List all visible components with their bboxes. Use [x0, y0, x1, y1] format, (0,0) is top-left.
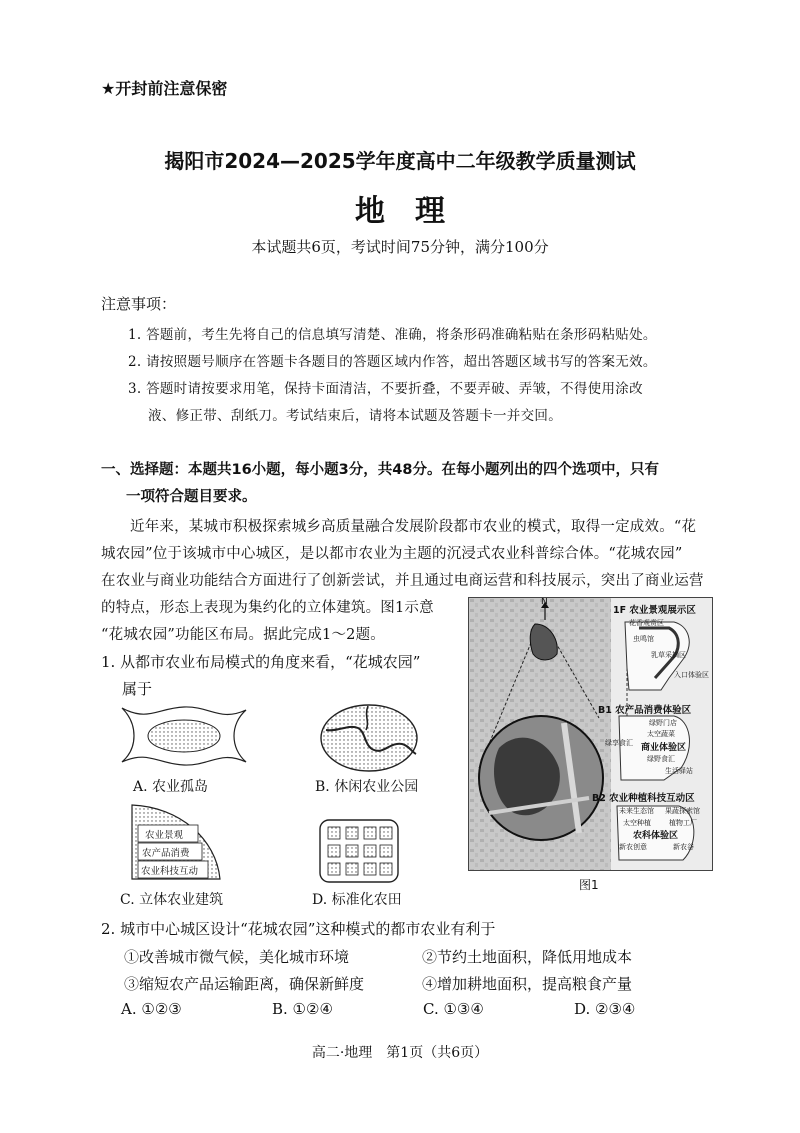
exam-info: 本试题共6页，考试时间75分钟，满分100分 — [251, 238, 549, 256]
zone-label: 入口体验区 — [674, 671, 709, 679]
passage-line: 的特点，形态上表现为集约化的立体建筑。图1示意 — [101, 600, 434, 616]
zone-label: 乳草采摘区 — [651, 651, 686, 659]
q2-item: ①改善城市微气候，美化城市环境 — [124, 948, 350, 966]
note-item: 液、修正带、刮纸刀。考试结束后，请将本试题及答题卡一并交回。 — [148, 408, 562, 424]
option-b-label: B. 休闲农业公园 — [315, 779, 419, 795]
q2-stem: 2. 城市中心城区设计“花城农园”这种模式的都市农业有利于 — [101, 920, 496, 938]
option-c-label: C. 立体农业建筑 — [120, 892, 224, 908]
zone-label: 农科体验区 — [633, 831, 679, 841]
zone-label: 商业体验区 — [641, 743, 687, 753]
page-footer: 高二·地理 第1页（共6页） — [311, 1045, 489, 1061]
q2-item: ②节约土地面积，降低用地成本 — [422, 948, 633, 966]
zone-label: 太空蔬菜 — [647, 730, 675, 738]
diagram-c-label: 农产品消费 — [142, 848, 190, 859]
notes-heading: 注意事项： — [101, 295, 177, 313]
q2-option-c: C. ①③④ — [423, 1000, 484, 1018]
north-label: N — [541, 597, 548, 607]
option-a-label: A. 农业孤岛 — [133, 779, 209, 795]
zone-label: 绿野门店 — [649, 719, 677, 727]
section-heading: 一、选择题：本题共16小题，每小题3分，共48分。在每小题列出的四个选项中，只有 — [101, 462, 659, 478]
zone-label: 新农创意 — [619, 843, 647, 851]
passage-line: 在农业与商业功能结合方面进行了创新尝试，并且通过电商运营和科技展示，突出了商业运营 — [101, 573, 704, 589]
passage-line: 近年来，某城市积极探索城乡高质量融合发展阶段都市农业的模式，取得一定成效。“花 — [130, 519, 697, 535]
note-item: 2. 请按照题号顺序在答题卡各题目的答题区域内作答，超出答题区域书写的答案无效。 — [128, 354, 657, 370]
zone-title: B1 农产品消费体验区 — [598, 705, 692, 716]
zone-label: 植物工厂 — [669, 819, 697, 827]
subject-title: 地 理 — [355, 194, 445, 229]
zone-label: 虫鸣馆 — [633, 635, 654, 643]
note-item: 1. 答题前，考生先将自己的信息填写清楚、准确，将条形码准确粘贴在条形码粘贴处。 — [128, 327, 657, 343]
exam-title: 揭阳市2024—2025学年度高中二年级教学质量测试 — [164, 149, 636, 173]
option-a-diagram — [118, 702, 250, 770]
confidential-mark: ★开封前注意保密 — [101, 79, 228, 98]
q2-option-d: D. ②③④ — [574, 1000, 636, 1018]
zone-label: 未来生态馆 — [619, 807, 654, 815]
q1-stem: 1. 从都市农业布局模式的角度来看，“花城农园” — [101, 653, 421, 671]
zone-label: 太空种植 — [623, 819, 651, 827]
section-heading-cont: 一项符合题目要求。 — [126, 489, 257, 505]
diagram-c-label: 农业景观 — [145, 830, 184, 841]
zone-label: 花香观赏区 — [629, 619, 664, 627]
q2-item: ④增加耕地面积，提高粮食产量 — [422, 975, 633, 993]
passage-line: “花城农园”功能区布局。据此完成1～2题。 — [101, 627, 385, 643]
zone-title: B2 农业种植科技互动区 — [592, 793, 695, 804]
zone-label: 绿享食汇 — [605, 739, 633, 747]
zone-label: 新农谷 — [673, 843, 694, 851]
note-item: 3. 答题时请按要求用笔，保持卡面清洁，不要折叠，不要弄破、弄皱，不得使用涂改 — [128, 381, 643, 397]
diagram-c-label: 农业科技互动 — [141, 866, 199, 877]
figure-1 — [468, 597, 713, 871]
q2-option-a: A. ①②③ — [121, 1000, 182, 1018]
option-d-diagram — [318, 818, 400, 884]
option-d-label: D. 标准化农田 — [312, 892, 402, 908]
q2-item: ③缩短农产品运输距离，确保新鲜度 — [124, 975, 365, 993]
option-c-diagram — [130, 803, 222, 881]
passage-line: 城农园”位于该城市中心城区，是以都市农业为主题的沉浸式农业科普综合体。“花城农园” — [101, 546, 683, 562]
figure-caption: 图1 — [579, 878, 599, 892]
q2-option-b: B. ①②④ — [272, 1000, 333, 1018]
zone-label: 果蔬探索馆 — [665, 807, 700, 815]
q1-stem-cont: 属于 — [122, 680, 153, 698]
zone-label: 生活驿站 — [665, 767, 693, 775]
option-b-diagram — [318, 702, 420, 774]
zone-title: 1F 农业景观展示区 — [613, 605, 696, 616]
zone-label: 绿野食汇 — [647, 755, 675, 763]
